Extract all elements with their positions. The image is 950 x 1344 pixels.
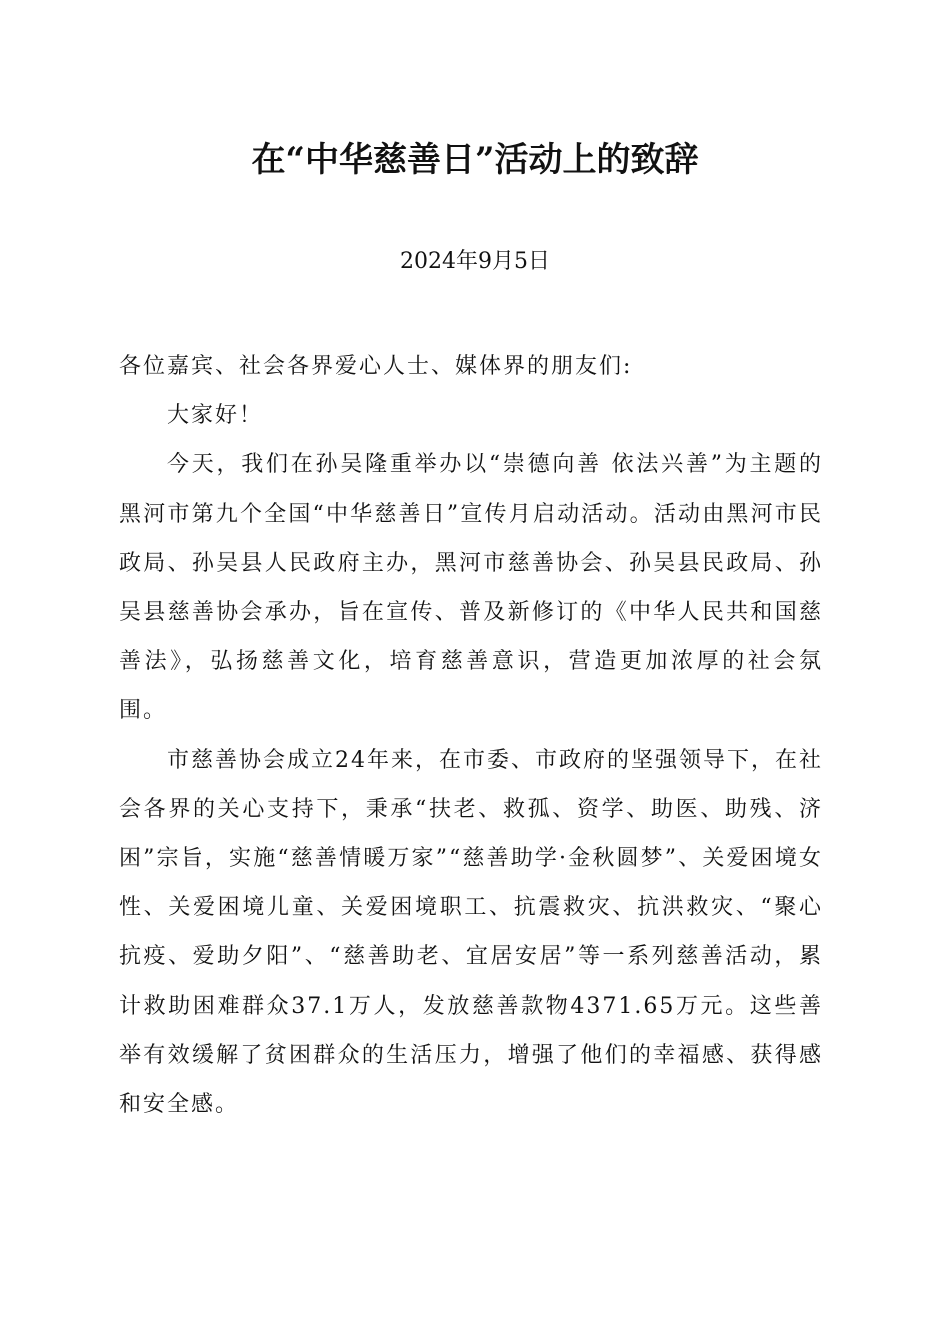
- greeting: 大家好！: [167, 403, 264, 429]
- document-date: 2024年9月5日: [400, 249, 550, 274]
- document-title: 在“中华慈善日”活动上的致辞: [251, 140, 699, 180]
- document-body: [119, 342, 823, 1129]
- paragraph-2: 市慈善协会成立24年来，在市委、市政府的坚强领导下，在社会各界的关心支持下，秉承“扶老、救孤、资学、助医、助残、济困”宗旨，实施“慈善情暖万家”“慈善助学·金秋圆梦”、关爱困境女性、关爱困境儿童、关爱困境职工、抗震救灾、抗洪救灾、“聚心抗疫、爱助夕阳”、“慈善助老、宜居安居”等一系列慈善活动，累计救助困难群众37.1万人，发放慈善款物4371.65万元。这些善举有效缓解了贫困群众的生活压力，增强了他们的幸福感、获得感和安全感。: [119, 747, 823, 1118]
- paragraph-1: 今天，我们在孙吴隆重举办以“崇德向善 依法兴善”为主题的黑河市第九个全国“中华慈善日”宣传月启动活动。活动由黑河市民政局、孙吴县人民政府主办，黑河市慈善协会、孙吴县民政局、孙吴县慈善协会承办，旨在宣传、普及新修订的《中华人民共和国慈善法》，弘扬慈善文化，培育慈善意识，营造更加浓厚的社会氛围。: [119, 452, 823, 724]
- salutation: 各位嘉宾、社会各界爱心人士、媒体界的朋友们:: [119, 354, 633, 379]
